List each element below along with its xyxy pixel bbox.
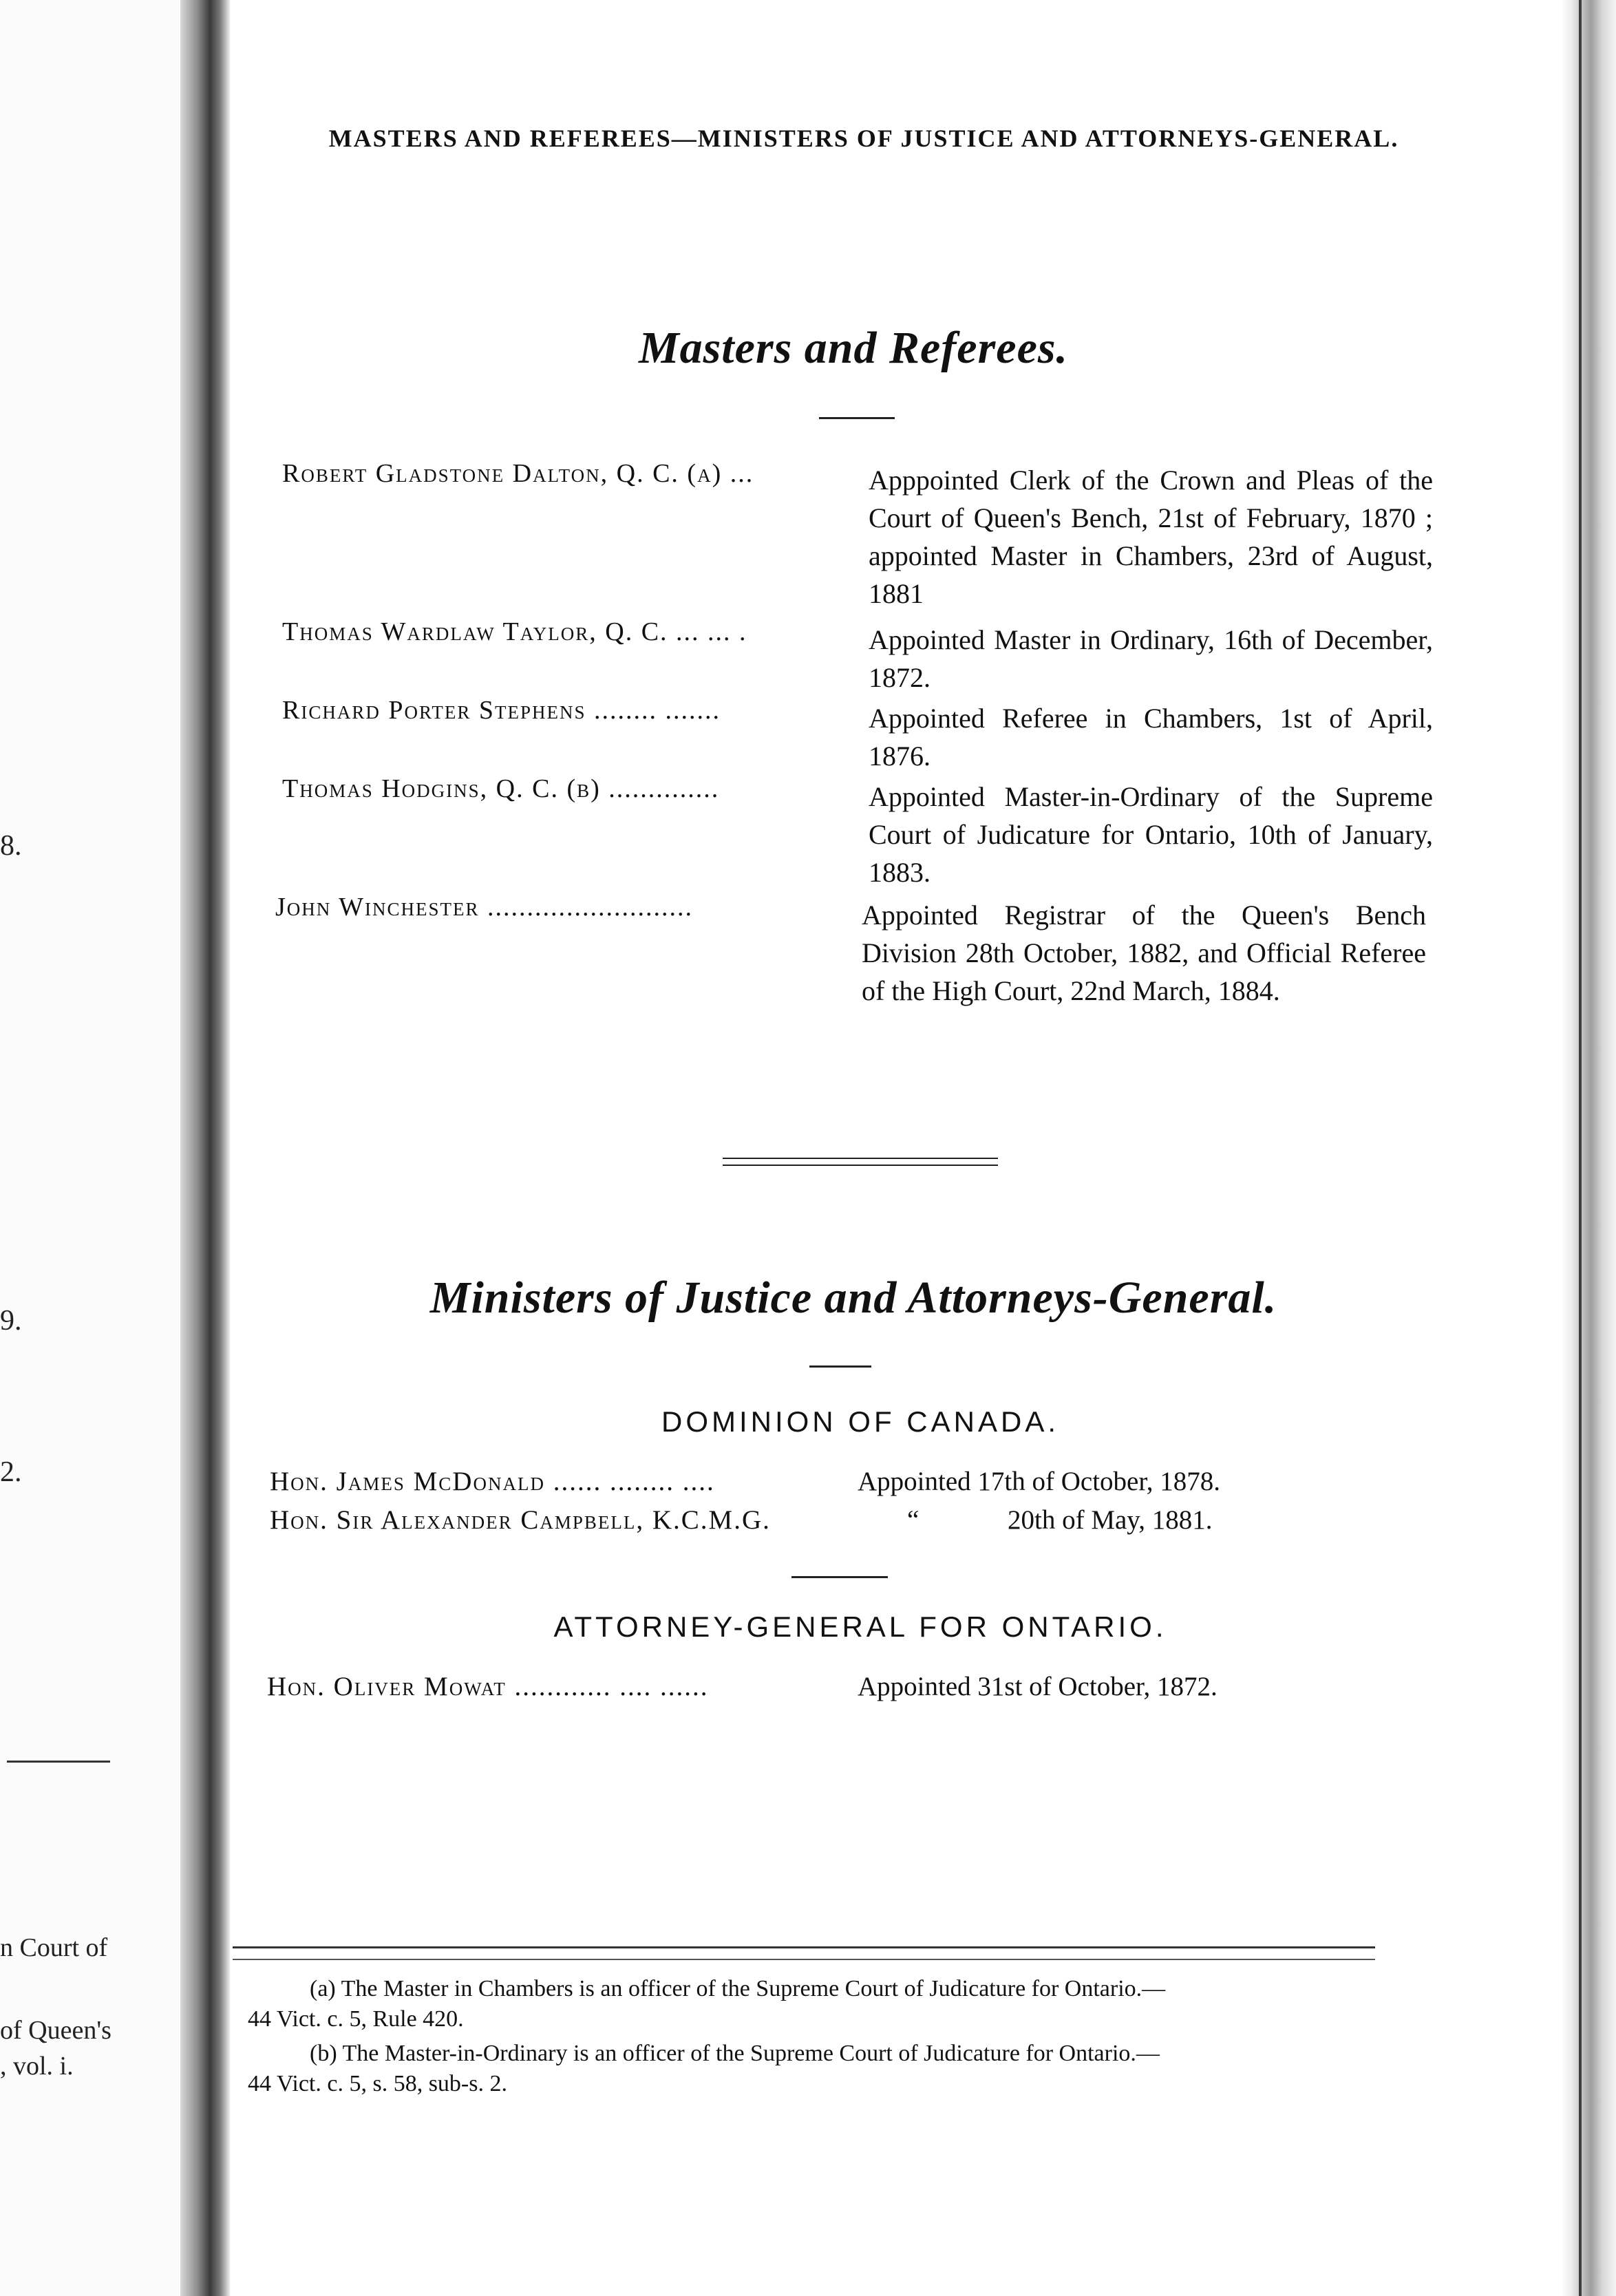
book-gutter (180, 0, 230, 2296)
short-rule (809, 1365, 871, 1368)
facing-page-rule (7, 1761, 110, 1763)
entry-name: Richard Porter Stephens ........ ....... (282, 696, 721, 725)
entry-appointment: Appointed Master in Ordinary, 16th of December, 1872. (869, 624, 1433, 693)
footnote-a-line2: 44 Vict. c. 5, Rule 420. (248, 2006, 464, 2032)
section-heading-ministers: Ministers of Justice and Attorneys-General. (429, 1273, 1277, 1323)
entry-appointment: Appointed Registrar of the Queen's Bench Division 28th October, 1882, and Official Referee of the High Court, 22nd March, 1884. (862, 900, 1426, 1006)
short-rule (819, 417, 895, 419)
entry-name: Thomas Hodgins, Q. C. (b) .............. (282, 774, 720, 803)
section-divider (723, 1158, 998, 1159)
entry-name: John Winchester .......................... (275, 893, 693, 922)
facing-page-fragment: 2. (0, 1456, 22, 1488)
ditto-mark: “ (907, 1505, 919, 1535)
minister-appointment: Appointed 31st of October, 1872. (858, 1672, 1218, 1701)
footnote-rule (233, 1946, 1375, 1948)
section-heading-masters: Masters and Referees. (638, 323, 1069, 373)
page-edge-right (1561, 0, 1616, 2296)
entry-name: Thomas Wardlaw Taylor, Q. C. ... ... . (282, 617, 747, 646)
minister-appointment: Appointed 17th of October, 1878. (858, 1467, 1221, 1496)
page-edge-line (1579, 0, 1582, 2296)
facing-page-fragment: 8. (0, 830, 22, 862)
footnote-a-line1: (a) The Master in Chambers is an officer of the Supreme Court of Judicature for Ontario.— (310, 1976, 1166, 2001)
footnote-b-line1: (b) The Master-in-Ordinary is an officer of the Supreme Court of Judicature for Ontario.— (310, 2041, 1160, 2066)
minister-name: Hon. Oliver Mowat ............ .... ...... (267, 1672, 709, 1701)
subheading-ontario: ATTORNEY-GENERAL FOR ONTARIO. (553, 1611, 1167, 1643)
footnote-rule (233, 1959, 1375, 1960)
running-head: MASTERS AND REFEREES—MINISTERS OF JUSTICE AND ATTORNEYS-GENERAL. (328, 125, 1399, 152)
facing-page-fragment: , vol. i. (0, 2052, 74, 2081)
entry-appointment: Appointed Master-in-Ordinary of the Supreme Court of Judicature for Ontario, 10th of January, 1883. (869, 781, 1433, 888)
footnote-b-line2: 44 Vict. c. 5, s. 58, sub-s. 2. (248, 2071, 507, 2096)
minister-name: Hon. Sir Alexander Campbell, K.C.M.G. (270, 1505, 771, 1535)
section-divider (723, 1165, 998, 1166)
entry-name: Robert Gladstone Dalton, Q. C. (a) ... (282, 459, 754, 488)
facing-page-fragment: n Court of (0, 1933, 108, 1962)
entry-appointment: Apppointed Clerk of the Crown and Pleas of the Court of Queen's Bench, 21st of February, 1870 ; appointed Master in Chambers, 23rd of August, 1881 (869, 465, 1433, 609)
entry-appointment: Appointed Referee in Chambers, 1st of April, 1876. (869, 703, 1433, 772)
minister-appointment: 20th of May, 1881. (1008, 1505, 1213, 1535)
short-rule (791, 1576, 888, 1578)
subheading-dominion: DOMINION OF CANADA. (661, 1405, 1060, 1438)
facing-page-fragment: of Queen's (0, 2016, 111, 2045)
minister-name: Hon. James McDonald ...... ........ .... (270, 1467, 715, 1496)
facing-page-fragment: 9. (0, 1305, 22, 1337)
